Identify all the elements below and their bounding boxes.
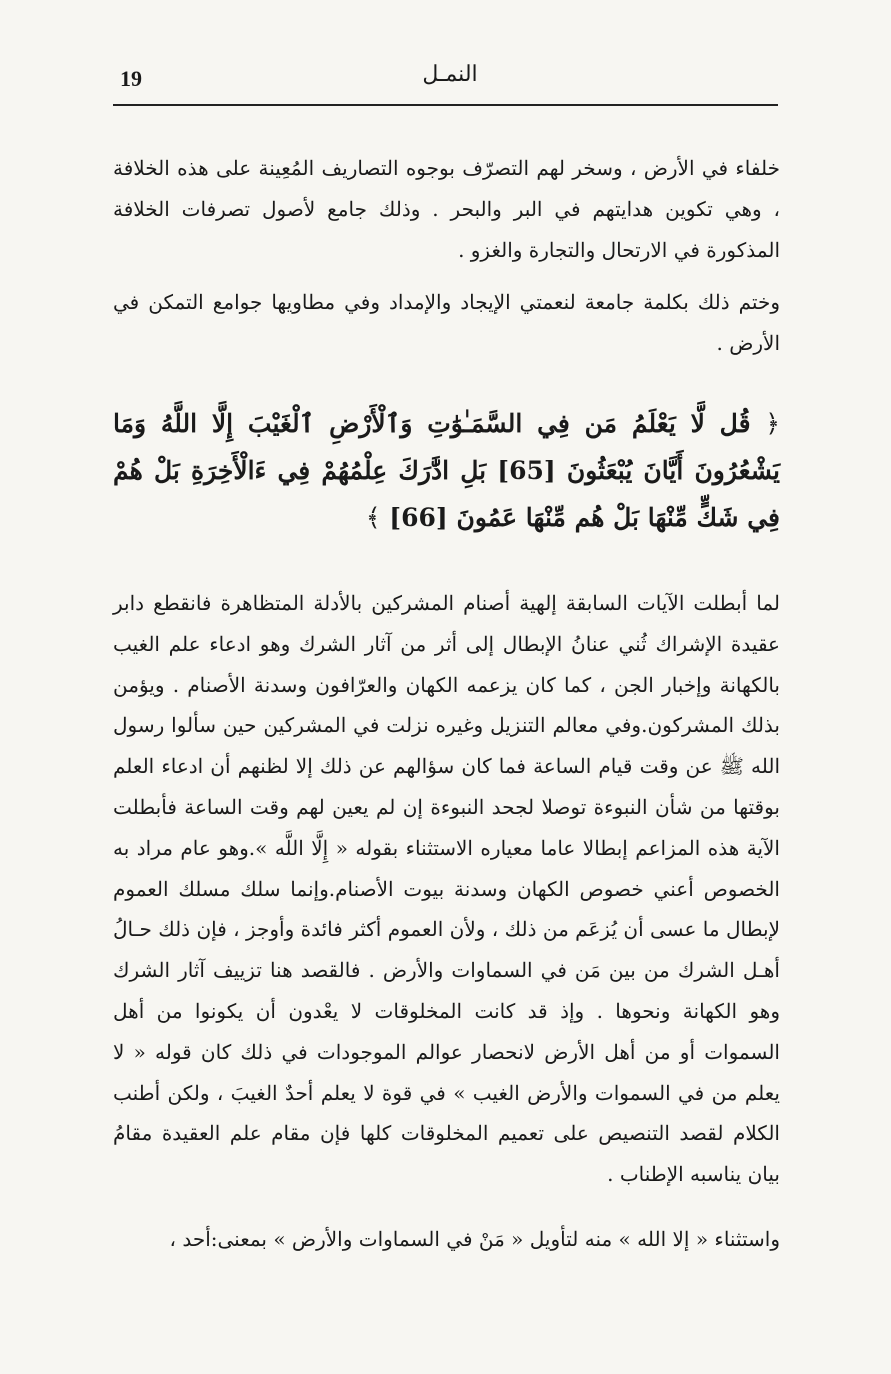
quran-verse xyxy=(113,400,780,541)
paragraph-4: واستثناء « إلا الله » منه لتأويل « مَنْ في السماوات والأرض » بمعنى:أحد ، xyxy=(169,1226,780,1251)
paragraph-3: لما أبطلت الآيات السابقة إلهية أصنام المشركين بالأدلة المتظاهرة فانقطع دابر عقيدة الإشراك ثُني عنانُ الإبطال إلى أثر من آثار الشرك وهو ادعاء علم الغيب بالكهانة وإخبار الجن ، كما كان يزعمه الكهان والعرّافون وسدنة الأصنام . ويؤمن بذلك المشركون.وفي معالم التنزيل وغيره نزلت في المشركين حين سألوا رسول الله ﷺ عن وقت قيام الساعة فما كان سؤالهم عن ذلك إلا لظنهم أن ادعاء العلم بوقتها من شأن النبوءة توصلا لجحد النبوءة إن لم يعين لهم وقت الساعة فأبطلت الآية هذه المزاعم إبطالا عاما معياره الاستثناء بقوله « إِلَّا اللَّه ».وهو عام مراد به الخصوص أعني خصوص الكهان وسدنة بيوت الأصنام.وإنما سلك مسلك العموم لإبطال ما عسى أن يُزعَم من ذلك ، ولأن العموم أكثر فائدة وأوجز ، فإن ذلك حـالُ أهـل الشرك من بين مَن في السماوات والأرض . فالقصد هنا تزييف آثار الشرك وهو الكهانة ونحوها . وإذ قد كانت المخلوقات لا يعْدون أن يكونوا من أهل السموات أو من أهل الأرض لانحصار عوالم الموجودات في ذلك كان قوله « لا يعلم من في السموات والأرض الغيب » في قوة لا يعلم أحدٌ الغيبَ ، ولكن أطنب الكلام لقصد التنصيص على تعميم المخلوقات كلها فإن مقام علم العقيدة مقامُ بيان يناسبه الإطناب . xyxy=(113,590,781,1187)
page-body xyxy=(113,148,780,1260)
paragraph-2: وختم ذلك بكلمة جامعة لنعمتي الإيجاد والإمداد وفي مطاويها جوامع التمكن في الأرض . xyxy=(113,290,780,356)
verse-close-bracket: ﴾ xyxy=(365,502,381,532)
running-title: النمـل xyxy=(422,62,478,87)
paragraph-1: خلفاء في الأرض ، وسخر لهم التصرّف بوجوه التصاريف المُعِينة على هذه الخلافة ، وهي تكوين هدايتهم في البر والبحر . وذلك جامع لأصول تصرفات الخلافة المذكورة في الارتحال والتجارة والغزو . xyxy=(113,156,780,262)
page-number: 19 xyxy=(120,66,142,91)
verse-open-bracket: ﴿ xyxy=(765,408,780,438)
header-rule xyxy=(113,104,778,106)
verse-text: قُل لَّا يَعْلَمُ مَن فِي السَّمَـٰوَٰتِ وَٱلْأَرْضِ ٱلْغَيْبَ إِلَّا اللَّهُ وَمَا يَشْعُرُونَ أَيَّانَ يُبْعَثُونَ [65] بَلِ ادَّٰرَكَ عِلْمُهُمْ فِي ءَالْأَخِرَةِ بَلْ هُمْ فِي شَكٍّ مِّنْهَا بَلْ هُم مِّنْهَا عَمُونَ [66] xyxy=(113,408,780,532)
